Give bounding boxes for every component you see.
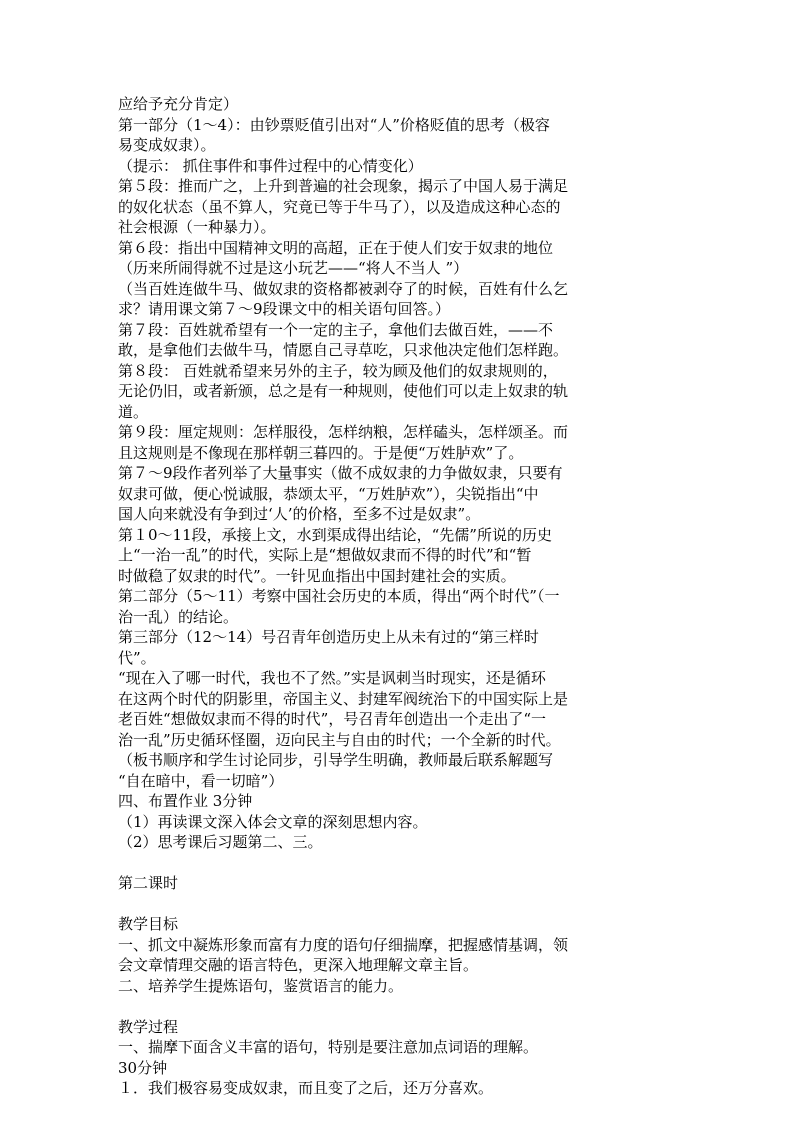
text-line: 在这两个时代的阴影里，帝国主义、封建军阀统治下的中国实际上是 bbox=[118, 689, 569, 708]
process-step-1: 一、揣摩下面含义丰富的语句，特别是要注意加点词语的理解。 bbox=[118, 1038, 539, 1056]
question-line: （当百姓连做牛马、做奴隶的资格都被剥夺了的时候，百姓有什么乞 bbox=[118, 279, 569, 298]
lesson-two-heading: 第二课时 bbox=[118, 874, 179, 892]
document-body bbox=[118, 94, 678, 1099]
paragraph-7-line: 第７段：百姓就希望有一个一定的主子，拿他们去做百姓，——不 bbox=[118, 320, 554, 339]
objectives-heading: 教学目标 bbox=[118, 915, 179, 933]
text-line: 社会根源（一种暴力）。 bbox=[118, 218, 276, 236]
text-line: 时做稳了奴隶的时代”。一针见血指出中国封建社会的实质。 bbox=[118, 566, 516, 585]
hint-line: （提示： 抓住事件和事件过程中的心情变化） bbox=[118, 156, 423, 175]
objective-1: 一、抓文中凝炼形象而富有力度的语句仔细揣摩，把握感情基调，领 bbox=[118, 935, 569, 954]
text-line: 易变成奴隶）。 bbox=[118, 136, 216, 154]
text-line: 治一乱）的结论。 bbox=[118, 607, 239, 626]
text-line: 求？请用课文第７～9段课文中的相关语句回答。） bbox=[118, 300, 451, 318]
spacer bbox=[118, 894, 678, 915]
text-line: 国人向来就没有争到过‘人’的价格，至多不过是奴隶”。 bbox=[118, 505, 481, 523]
section-one-summary: 第一部分（1～4）：由钞票贬值引出对“人”价格贬值的思考（极容 bbox=[118, 115, 550, 134]
spacer bbox=[118, 853, 678, 874]
time-note: 30分钟 bbox=[118, 1058, 168, 1077]
paragraph-7-9-summary: 第７～9段作者列举了大量事实（做不成奴隶的力争做奴隶，只要有 bbox=[118, 464, 563, 482]
paragraph-9-line: 第９段：厘定规则：怎样服役，怎样纳粮，怎样磕头，怎样颂圣。而 bbox=[118, 423, 569, 441]
board-note-line: （板书顺序和学生讨论同步，引导学生明确，教师最后联系解题写 bbox=[118, 751, 554, 769]
homework-heading: 四、布置作业 3分钟 bbox=[118, 792, 253, 810]
text-line: “自在暗中，看一切暗”） bbox=[118, 771, 284, 790]
text-line: 且这规则是不像现在那样朝三暮四的。于是便“万姓胪欢”了。 bbox=[118, 443, 524, 462]
homework-item-2: （2）思考课后习题第二、三。 bbox=[118, 833, 323, 851]
homework-item-1: （1）再读课文深入体会文章的深刻思想内容。 bbox=[118, 812, 428, 831]
text-line: 上“一治一乱”的时代，实际上是“想做奴隶而不得的时代”和“暂 bbox=[118, 546, 532, 564]
text-line: 奴隶可做，便心悦诚服，恭颂太平，“万姓胪欢”），尖锐指出“中 bbox=[118, 484, 539, 503]
text-line: （历来所闹得就不过是这小玩艺——“将人不当人 ”） bbox=[118, 259, 469, 277]
spacer bbox=[118, 996, 678, 1017]
text-line: 治一乱”历史循环怪圈，迈向民主与自由的时代；一个全新的时代。 bbox=[118, 730, 561, 749]
text-line: 会文章情理交融的语言特色，更深入地理解文章主旨。 bbox=[118, 956, 479, 974]
sentence-item-1: １．我们极容易变成奴隶，而且变了之后，还万分喜欢。 bbox=[118, 1079, 494, 1097]
text-line: 老百姓“想做奴隶而不得的时代”，号召青年创造出一个走出了“一 bbox=[118, 710, 547, 728]
objective-2: 二、培养学生提炼语句，鉴赏语言的能力。 bbox=[118, 976, 404, 995]
text-line: 无论仍旧，或者新颁，总之是有一种规则，使他们可以走上奴隶的轨 bbox=[118, 382, 569, 400]
text-line: 道。 bbox=[118, 402, 149, 421]
process-heading: 教学过程 bbox=[118, 1017, 179, 1036]
text-line: 代”。 bbox=[118, 648, 156, 667]
paragraph-6-line: 第６段：指出中国精神文明的高超，正在于使人们安于奴隶的地位 bbox=[118, 238, 554, 257]
section-two-summary: 第二部分（5～11）考察中国社会历史的本质，得出“两个时代”（一 bbox=[118, 587, 560, 605]
quote-analysis-line: “现在入了哪一时代，我也不了然。”实是讽刺当时现实，还是循环 bbox=[118, 669, 546, 687]
section-three-summary: 第三部分（12～14）号召青年创造历史上从未有过的“第三样时 bbox=[118, 628, 539, 646]
paragraph-10-11-line: 第１0～11段，承接上文，水到渠成得出结论，“先儒”所说的历史 bbox=[118, 525, 552, 544]
paragraph-8-line: 第８段： 百姓就希望来另外的主子，较为顾及他们的奴隶规则的， bbox=[118, 361, 558, 380]
text-line: 的奴化状态（虽不算人，究竟已等于牛马了），以及造成这种心态的 bbox=[118, 197, 561, 216]
text-line: 敢，是拿他们去做牛马，情愿自己寻草吃，只求他决定他们怎样跑。 bbox=[118, 341, 569, 359]
text-line: 应给予充分肯定） bbox=[118, 95, 239, 113]
paragraph-5-line: 第５段：推而广之，上升到普遍的社会现象，揭示了中国人易于满足 bbox=[118, 177, 569, 195]
